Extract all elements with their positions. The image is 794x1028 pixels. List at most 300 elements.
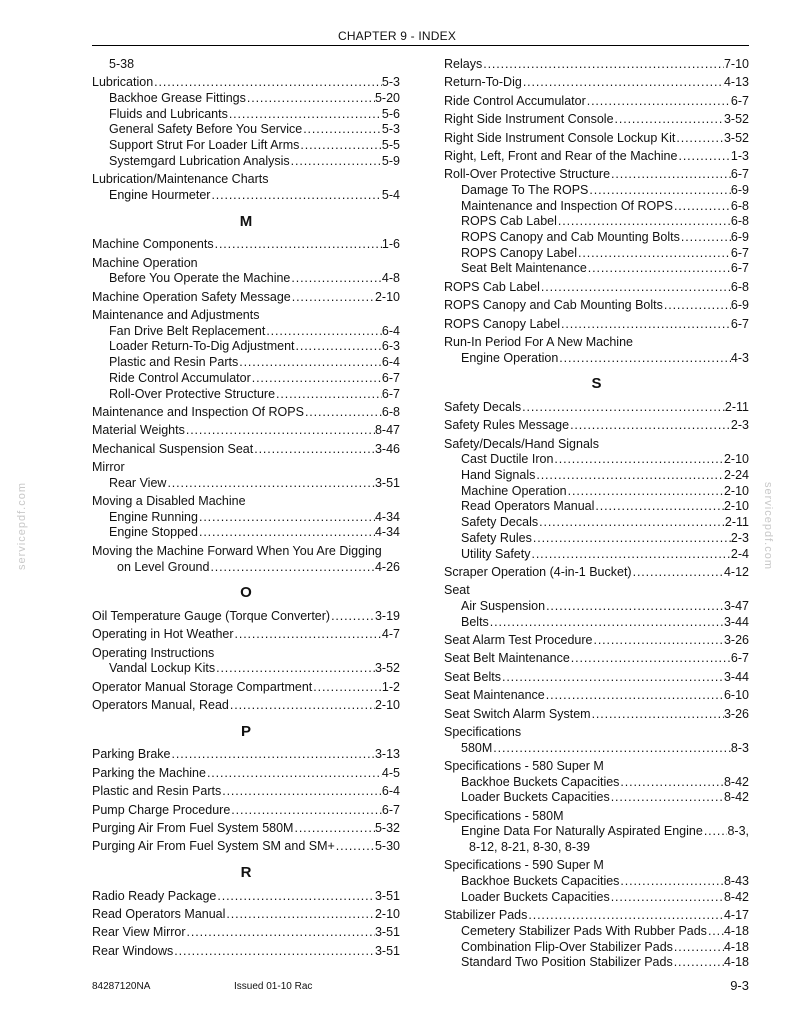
dot-leader [230,803,382,819]
entry-page-ref: 6-8 [730,198,749,213]
entry-page-ref: 1-2 [381,679,400,694]
index-entry [444,890,749,906]
index-entry [92,944,400,960]
entry-text: Hand Signals [461,468,536,483]
entry-page-ref: 2-10 [723,452,749,467]
dot-leader [532,531,731,547]
index-entry [92,766,400,782]
entry-text: ROPS Canopy and Cab Mounting Bolts [461,230,680,244]
entry-page-ref: 3-52 [723,112,749,127]
index-entry [444,633,749,649]
entry-page-ref: 6-7 [730,93,749,108]
index-entry [444,651,749,667]
index-heading [444,759,749,775]
index-heading [444,840,749,856]
dot-leader [251,371,382,387]
entry-text: Lubrication/Maintenance Charts [92,172,269,187]
entry-text: Engine Operation [461,350,559,365]
entry-page-ref: 7-10 [723,57,749,71]
entry-page-ref: 3-51 [374,888,400,903]
index-entry [92,560,400,576]
index-column-right [444,57,749,971]
entry-page-ref: 2-10 [723,483,749,498]
entry-page-ref: 5-4 [381,187,400,202]
index-entry [92,627,400,643]
section-letter: O [240,584,252,602]
entry-page-ref: 3-52 [723,130,749,145]
entry-page-ref: 4-8 [381,271,400,286]
dot-leader [610,890,724,906]
entry-page-ref: 6-7 [381,370,400,385]
entry-text: Mechanical Suspension Seat [92,441,254,456]
entry-page-ref: 6-7 [381,802,400,817]
entry-text: Damage To The ROPS [461,182,589,197]
entry-page-ref: 6-4 [381,784,400,799]
entry-page-ref: 5-30 [374,839,400,854]
entry-text: Seat Maintenance [444,688,545,703]
dot-leader [545,688,724,704]
index-entry [444,468,749,484]
entry-page-ref: 5-6 [381,106,400,121]
entry-text: Material Weights [92,423,185,438]
entry-text: Fan Drive Belt Replacement [109,323,266,338]
entry-page-ref: 6-4 [381,323,400,338]
entry-page-ref: 6-7 [730,651,749,666]
entry-text: Seat Switch Alarm System [444,706,591,721]
entry-text: Parking the Machine [92,765,206,780]
index-entry [444,230,749,246]
dot-leader [275,387,382,403]
dot-leader [614,112,724,128]
dot-leader [293,821,375,837]
index-entry [444,280,749,296]
index-entry [444,688,749,704]
entry-text: Read Operators Manual [92,907,226,922]
entry-text: Radio Ready Package [92,888,217,903]
entry-page-ref: 2-10 [374,289,400,304]
entry-page-ref: 1-3 [730,148,749,163]
dot-leader [304,405,382,421]
index-heading [444,809,749,825]
dot-leader [173,944,375,960]
index-heading [444,335,749,351]
dot-leader [673,940,724,956]
dot-leader [492,741,731,757]
index-entry [444,499,749,515]
index-heading [92,256,400,272]
section-letter: M [239,212,253,230]
entry-text: Machine Operation [92,255,198,270]
dot-leader [330,609,375,625]
entry-text: Purging Air From Fuel System SM and SM+ [92,839,335,854]
entry-text: Right, Left, Front and Rear of the Machine [444,148,678,163]
entry-text: Safety/Decals/Hand Signals [444,436,599,451]
index-entry [92,609,400,625]
dot-leader [569,418,731,434]
entry-text: Engine Stopped [109,525,198,540]
dot-leader [234,627,382,643]
entry-page-ref: 8-42 [723,774,749,789]
entry-text: Loader Return-To-Dig Adjustment [109,339,295,354]
entry-page-ref: 2-3 [730,530,749,545]
index-entry [92,784,400,800]
entry-page-ref: 6-9 [730,182,749,197]
entry-page-ref: 6-3 [381,339,400,354]
index-entry [444,452,749,468]
entry-page-ref: 3-51 [374,925,400,940]
watermark-right: servicepdf.com [761,482,774,570]
entry-text: Seat Belts [444,669,501,684]
footer-page-number: 9-3 [730,978,749,993]
entry-text: ROPS Cab Label [461,214,557,229]
entry-text: Moving a Disabled Machine [92,494,246,509]
index-entry [444,351,749,367]
dot-leader [215,661,375,677]
index-entry [444,131,749,147]
dot-leader [680,230,731,246]
entry-text: Specifications - 590 Super M [444,858,604,873]
entry-text: Specifications [444,724,522,739]
index-entry [444,615,749,631]
dot-leader [610,167,731,183]
index-entry [92,387,400,403]
dot-leader [673,199,731,215]
entry-text: Stabilizer Pads [444,908,528,923]
entry-page-ref: 3-46 [374,441,400,456]
dot-leader [186,925,375,941]
entry-text: Operating in Hot Weather [92,627,234,642]
entry-text: Backhoe Buckets Capacities [461,774,620,789]
index-entry [444,167,749,183]
index-entry [92,747,400,763]
entry-page-ref: 5-32 [374,820,400,835]
index-entry [444,149,749,165]
entry-text: Lubrication [92,75,154,90]
index-entry [92,290,400,306]
index-heading [92,460,400,476]
dot-leader [216,889,375,905]
entry-page-ref: 4-17 [723,908,749,923]
index-heading [444,583,749,599]
entry-text: Safety Decals [461,515,539,530]
index-entry [92,324,400,340]
dot-leader [560,317,731,333]
entry-page-ref: 6-7 [730,167,749,182]
entry-text: Seat Alarm Test Procedure [444,633,593,647]
entry-text: Operator Manual Storage Compartment [92,679,313,694]
entry-text: Fluids and Lubricants [109,106,228,121]
dot-leader [570,651,731,667]
dot-leader [198,525,375,541]
index-entry [92,339,400,355]
dot-leader [586,94,731,110]
entry-page-ref: 6-7 [730,245,749,260]
entry-page-ref: 4-5 [381,765,400,780]
entry-text: Seat [444,583,470,598]
dot-leader [229,698,375,714]
entry-page-ref: 8-43 [723,874,749,889]
entry-text: Backhoe Grease Fittings [109,91,246,106]
index-entry [444,547,749,563]
entry-page-ref: 8-3, [727,824,749,839]
dot-leader [558,351,731,367]
index-entry [92,138,400,154]
entry-text: Ride Control Accumulator [109,370,251,385]
dot-leader [521,400,725,416]
entry-page-ref: 6-4 [381,355,400,370]
entry-text: ROPS Canopy Label [444,316,561,331]
index-entry [444,199,749,215]
dot-leader [545,599,724,615]
entry-text: Ride Control Accumulator [444,93,586,108]
index-entry [92,803,400,819]
index-entry [92,821,400,837]
entry-page-ref: 4-34 [374,525,400,540]
entry-text: Right Side Instrument Console [444,112,614,127]
index-entry [444,214,749,230]
index-entry [444,418,749,434]
entry-page-ref: 6-9 [730,230,749,244]
entry-page-ref: 6-8 [730,279,749,294]
entry-text: Maintenance and Adjustments [92,308,260,323]
entry-text: Belts [461,614,489,629]
index-entry [444,924,749,940]
entry-text: Seat Belt Maintenance [444,651,570,666]
entry-page-ref: 3-51 [374,475,400,490]
entry-page-ref: 5-5 [381,138,400,153]
entry-page-ref: 4-34 [374,509,400,524]
dot-leader [489,615,724,631]
index-entry [444,531,749,547]
dot-leader [588,183,731,199]
index-entry [444,57,749,73]
dot-leader [185,423,375,439]
dot-leader [538,515,725,531]
dot-leader [663,298,731,314]
index-entry [92,188,400,204]
index-entry [444,400,749,416]
entry-page-ref: 2-11 [724,515,749,530]
dot-leader [312,680,382,696]
entry-page-ref: 2-10 [374,698,400,713]
dot-leader [225,907,375,923]
section-letter: P [240,722,251,740]
index-entry [444,112,749,128]
dot-leader [557,214,731,230]
entry-text: Rear Windows [92,943,174,958]
index-entry [92,423,400,439]
index-heading [92,494,400,510]
entry-page-ref: 3-47 [723,598,749,613]
entry-page-ref: 6-8 [381,404,400,419]
entry-text: Engine Running [109,509,198,524]
dot-leader [522,75,724,91]
dot-leader [210,188,381,204]
index-entry [92,889,400,905]
dot-leader [290,271,382,287]
entry-page-ref: 3-52 [374,661,400,676]
dot-leader [206,766,382,782]
entry-text: Plastic and Resin Parts [109,355,239,370]
index-heading [92,308,400,324]
entry-page-ref: 4-18 [723,923,749,938]
index-entry [92,839,400,855]
dot-leader [619,775,724,791]
dot-leader [591,707,724,723]
dot-leader [246,91,375,107]
footer-document-code: 84287120NA [92,981,151,992]
entry-text: Backhoe Buckets Capacities [461,874,620,889]
index-entry [444,317,749,333]
dot-leader [632,565,724,581]
dot-leader [567,484,724,500]
entry-page-ref: 8-3 [730,740,749,755]
dot-leader [610,790,724,806]
entry-text: Return-To-Dig [444,75,522,90]
section-letter: R [240,864,252,881]
index-entry [92,75,400,91]
entry-page-ref: 3-51 [374,943,400,958]
index-heading [92,646,400,662]
entry-page-ref: 8-42 [723,790,749,805]
entry-text: Rear View [109,475,167,490]
index-entry [444,790,749,806]
dot-leader [302,122,382,138]
dot-leader [221,784,382,800]
dot-leader [335,839,375,855]
dot-leader [228,107,382,123]
entry-text: Combination Flip-Over Stabilizer Pads [461,939,673,954]
index-column-left [92,57,400,960]
entry-text: Seat Belt Maintenance [461,261,587,276]
index-heading [92,57,400,73]
entry-page-ref: 3-19 [374,608,400,623]
index-entry [444,775,749,791]
dot-leader [166,476,375,492]
dot-leader [707,924,724,940]
index-entry [92,122,400,138]
dot-leader [703,824,728,840]
entry-text: Relays [444,57,483,71]
entry-text: Machine Operation Safety Message [92,289,291,304]
dot-leader [295,339,382,355]
entry-page-ref: 8-47 [374,423,400,438]
dot-leader [535,468,724,484]
entry-page-ref: 2-4 [730,546,749,561]
entry-text: Support Strut For Loader Lift Arms [109,138,300,153]
entry-text: Cast Ductile Iron [461,452,554,467]
index-entry [444,515,749,531]
entry-text: Scraper Operation (4-in-1 Bucket) [444,564,632,579]
entry-text: Purging Air From Fuel System 580M [92,820,294,835]
entry-page-ref: 5-9 [381,153,400,168]
entry-text: ROPS Canopy and Cab Mounting Bolts [444,298,663,313]
entry-text: General Safety Before You Service [109,122,303,137]
dot-leader [290,154,382,170]
entry-page-ref: 4-26 [374,559,400,574]
dot-leader [291,290,375,306]
dot-leader [253,442,375,458]
entry-text: Parking Brake [92,747,171,762]
entry-text: Right Side Instrument Console Lockup Kit [444,130,676,145]
index-heading [444,858,749,874]
entry-text: Operators Manual, Read [92,698,229,713]
entry-text: Run-In Period For A New Machine [444,334,633,349]
index-entry [92,680,400,696]
entry-text: Oil Temperature Gauge (Torque Converter) [92,608,331,623]
entry-text: Machine Components [92,237,214,252]
watermark-left: servicepdf.com [15,482,28,570]
index-entry [444,75,749,91]
entry-text: Plastic and Resin Parts [92,784,222,799]
entry-page-ref: 6-10 [723,688,749,703]
entry-text: 8-12, 8-21, 8-30, 8-39 [469,840,590,855]
dot-leader [677,149,730,165]
section-letter: S [591,375,602,393]
index-entry [444,824,749,840]
index-entry [444,246,749,262]
index-entry [444,298,749,314]
entry-page-ref: 4-18 [723,955,749,970]
entry-text: Engine Data For Naturally Aspirated Engine [461,824,703,839]
dot-leader [553,452,724,468]
entry-text: ROPS Cab Label [444,279,540,294]
entry-text: Moving the Machine Forward When You Are Digging [92,543,382,558]
page-title: CHAPTER 9 - INDEX [337,29,457,43]
index-entry [92,237,400,253]
index-entry [92,271,400,287]
index-entry [92,476,400,492]
entry-text: Before You Operate the Machine [109,271,291,286]
entry-page-ref: 3-44 [723,669,749,684]
entry-page-ref: 8-42 [723,889,749,904]
entry-page-ref: 2-3 [730,418,749,433]
entry-text: Roll-Over Protective Structure [444,167,611,182]
dot-leader [209,560,375,576]
index-entry [444,183,749,199]
dot-leader [171,747,375,763]
entry-text: Safety Rules [461,530,532,545]
index-entry [92,442,400,458]
dot-leader [198,510,375,526]
entry-page-ref: 4-18 [723,939,749,954]
dot-leader [619,874,724,890]
entry-page-ref: 4-7 [381,627,400,642]
index-entry [92,107,400,123]
dot-leader [265,324,382,340]
footer-issued-date: Issued 01-10 Rac [234,981,313,992]
entry-page-ref: 4-3 [730,350,749,365]
index-entry [444,707,749,723]
index-entry [92,925,400,941]
entry-text: Specifications - 580 Super M [444,758,604,773]
index-heading [92,544,400,560]
index-entry [444,955,749,971]
entry-text: Safety Decals [444,399,522,414]
entry-page-ref: 6-7 [381,386,400,401]
entry-text: 580M [461,740,493,755]
entry-text: Safety Rules Message [444,418,570,433]
index-entry [444,874,749,890]
entry-text: Machine Operation [461,483,567,498]
entry-page-ref: 5-3 [381,75,400,90]
entry-text: Loader Buckets Capacities [461,790,610,805]
entry-text: on Level Ground [117,559,210,574]
index-entry [444,670,749,686]
index-entry [92,405,400,421]
index-entry [92,698,400,714]
entry-page-ref: 4-12 [723,564,749,579]
